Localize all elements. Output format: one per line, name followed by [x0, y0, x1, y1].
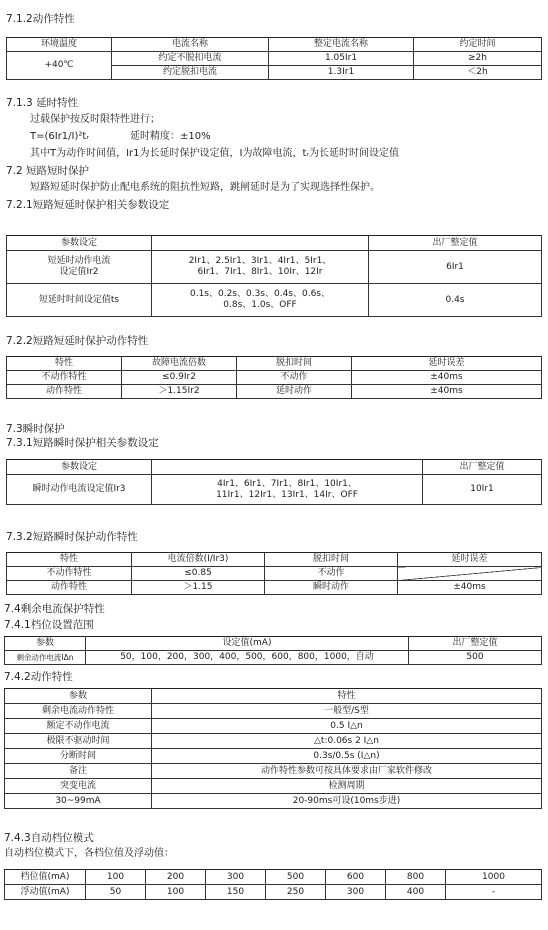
table-cell: 300: [206, 870, 266, 885]
table-cell: 150: [206, 885, 266, 900]
table-header: 脱扣时间: [265, 553, 398, 567]
table-cell: 600: [326, 870, 386, 885]
cell-line: 0.1s、0.2s、0.3s、0.4s、0.6s、: [189, 289, 330, 299]
table-cell: 剩余动作电流IΔn: [5, 651, 86, 665]
table-cell: [152, 284, 369, 317]
table-header: 脱扣时间: [237, 357, 352, 371]
table-header: 特性: [7, 553, 132, 567]
table-cell: 额定不动作电流: [5, 719, 152, 734]
table-cell: ±40ms: [352, 385, 542, 399]
instant-params-table: [6, 459, 542, 505]
diagonal-cell: [398, 567, 542, 581]
short-delay-action-table: [6, 356, 542, 399]
table-cell: +40℃: [7, 52, 112, 80]
instant-action-table: [6, 552, 542, 595]
table-cell: 档位值(mA): [5, 870, 86, 885]
table-cell: 0.4s: [369, 284, 542, 317]
table-cell: 突变电流: [5, 779, 152, 794]
table-cell: 800: [386, 870, 446, 885]
table-header: [152, 236, 369, 251]
table-cell: 20-90ms可设(10ms步进): [152, 794, 542, 809]
table-header: 参数设定: [7, 236, 152, 251]
table-cell: 6Ir1: [369, 251, 542, 284]
table-cell: ±40ms: [398, 581, 542, 595]
table-cell: 剩余电流动作特性: [5, 704, 152, 719]
table-header: 延时误差: [398, 553, 542, 567]
auto-gear-table: [4, 869, 542, 900]
table-cell: 10Ir1: [423, 475, 542, 505]
short-delay-params-table: [6, 235, 542, 317]
table-header: 参数设定: [7, 460, 152, 475]
section-heading-712: 7.1.2动作特性: [6, 13, 75, 25]
table-cell: ＜2h: [414, 66, 542, 80]
section-heading-732: 7.3.2短路瞬时保护动作特性: [6, 531, 138, 543]
formula: T=(6Ir1/I)²tᵣ: [30, 131, 89, 142]
cell-line: 6Ir1、7Ir1、8Ir1、10Ir、12Ir: [197, 267, 323, 277]
table-cell: ＞1.15: [132, 581, 265, 595]
table-cell: 动作特性参数可按具体要求由厂家软件修改: [152, 764, 542, 779]
table-cell: 检测周期: [152, 779, 542, 794]
table-cell: 一般型/S型: [152, 704, 542, 719]
table-cell: 动作特性: [7, 581, 132, 595]
table-cell: 延时动作: [237, 385, 352, 399]
table-cell: ≥2h: [414, 52, 542, 66]
table-cell: 50，100，200，300，400，500，600，800，1000，自动: [86, 651, 409, 665]
table-cell: 极限不驱动时间: [5, 734, 152, 749]
table-header: 出厂整定值: [409, 637, 542, 651]
table-cell: 备注: [5, 764, 152, 779]
table-header: 故障电流倍数: [122, 357, 237, 371]
table-cell: -: [446, 885, 542, 900]
table-cell: 短延时时间设定值ts: [7, 284, 152, 317]
residual-action-table: [4, 688, 542, 809]
paragraph: 其中T为动作时间值，Ir1为长延时保护设定值，I为故障电流，tᵣ为长延时时间设定值: [30, 148, 399, 159]
section-heading-731: 7.3.1短路瞬时保护相关参数设定: [6, 437, 159, 449]
cell-line: 0.8s、1.0s、OFF: [223, 300, 297, 310]
rated-current-table: [6, 37, 542, 80]
table-header: 特性: [152, 689, 542, 704]
table-cell: △t:0.06s 2 I△n: [152, 734, 542, 749]
table-header: 设定值(mA): [86, 637, 409, 651]
table-header: 出厂整定值: [423, 460, 542, 475]
table-header: 参数: [5, 637, 86, 651]
paragraph: 过载保护按反时限特性进行；: [30, 114, 160, 125]
table-cell: [7, 251, 152, 284]
table-cell: 不动作: [237, 371, 352, 385]
table-cell: 不动作: [265, 567, 398, 581]
section-heading-74: 7.4剩余电流保护特性: [4, 603, 105, 615]
table-header: [152, 460, 423, 475]
section-heading-742: 7.4.2动作特性: [4, 671, 73, 683]
table-cell: 瞬时动作电流设定值Ir3: [7, 475, 152, 505]
table-header: 整定电流名称: [269, 38, 414, 52]
cell-line: 短延时动作电流: [47, 256, 111, 266]
table-cell: [152, 251, 369, 284]
precision-text: 延时精度：±10%: [130, 131, 211, 142]
table-cell: ±40ms: [352, 371, 542, 385]
section-heading-713: 7.1.3 延时特性: [6, 97, 79, 109]
table-cell: 100: [146, 885, 206, 900]
paragraph: 自动档位模式下，各档位值及浮动值：: [4, 848, 174, 859]
table-cell: 250: [266, 885, 326, 900]
table-cell: ＞1.15Ir2: [122, 385, 237, 399]
table-cell: [152, 475, 423, 505]
table-cell: 1.3Ir1: [269, 66, 414, 80]
section-heading-73: 7.3瞬时保护: [6, 423, 65, 435]
table-cell: 动作特性: [7, 385, 122, 399]
section-heading-721: 7.2.1短路短延时保护相关参数设定: [6, 199, 170, 211]
table-cell: 50: [86, 885, 146, 900]
section-heading-722: 7.2.2短路短延时保护动作特性: [6, 335, 149, 347]
table-header: 延时误差: [352, 357, 542, 371]
cell-line: 2Ir1、2.5Ir1、3Ir1、4Ir1、5Ir1、: [188, 256, 332, 266]
table-header: 出厂整定值: [369, 236, 542, 251]
table-cell: 500: [409, 651, 542, 665]
table-cell: ≤0.85: [132, 567, 265, 581]
table-cell: 30~99mA: [5, 794, 152, 809]
residual-range-table: [4, 636, 542, 665]
table-header: 特性: [7, 357, 122, 371]
table-header: 环境温度: [7, 38, 112, 52]
table-cell: 浮动值(mA): [5, 885, 86, 900]
table-cell: 不动作特性: [7, 371, 122, 385]
table-cell: 0.3s/0.5s (I△n): [152, 749, 542, 764]
paragraph: 短路短延时保护防止配电系统的阻抗性短路，跳闸延时是为了实现选择性保护。: [30, 182, 380, 193]
cell-line: 11Ir1、12Ir1、13Ir1、14Ir、OFF: [216, 489, 358, 500]
table-cell: 1.05Ir1: [269, 52, 414, 66]
table-cell: 500: [266, 870, 326, 885]
section-heading-743: 7.4.3自动档位模式: [4, 832, 94, 844]
cell-line: 设定值Ir2: [59, 267, 99, 277]
table-cell: ≤0.9Ir2: [122, 371, 237, 385]
section-heading-72: 7.2 短路短时保护: [6, 165, 90, 177]
table-cell: 约定脱扣电流: [112, 66, 269, 80]
table-cell: 400: [386, 885, 446, 900]
section-heading-741: 7.4.1档位设置范围: [4, 619, 94, 631]
table-cell: 分断时间: [5, 749, 152, 764]
table-cell: 0.5 I△n: [152, 719, 542, 734]
table-cell: 1000: [446, 870, 542, 885]
table-cell: 300: [326, 885, 386, 900]
table-header: 电流名称: [112, 38, 269, 52]
table-cell: 瞬时动作: [265, 581, 398, 595]
table-cell: 不动作特性: [7, 567, 132, 581]
cell-line: 4Ir1、6Ir1、7Ir1、8Ir1、10Ir1、: [217, 478, 357, 489]
table-cell: 100: [86, 870, 146, 885]
table-header: 参数: [5, 689, 152, 704]
table-cell: 约定不脱扣电流: [112, 52, 269, 66]
table-header: 电流倍数(I/Ir3): [132, 553, 265, 567]
table-cell: 200: [146, 870, 206, 885]
table-header: 约定时间: [414, 38, 542, 52]
